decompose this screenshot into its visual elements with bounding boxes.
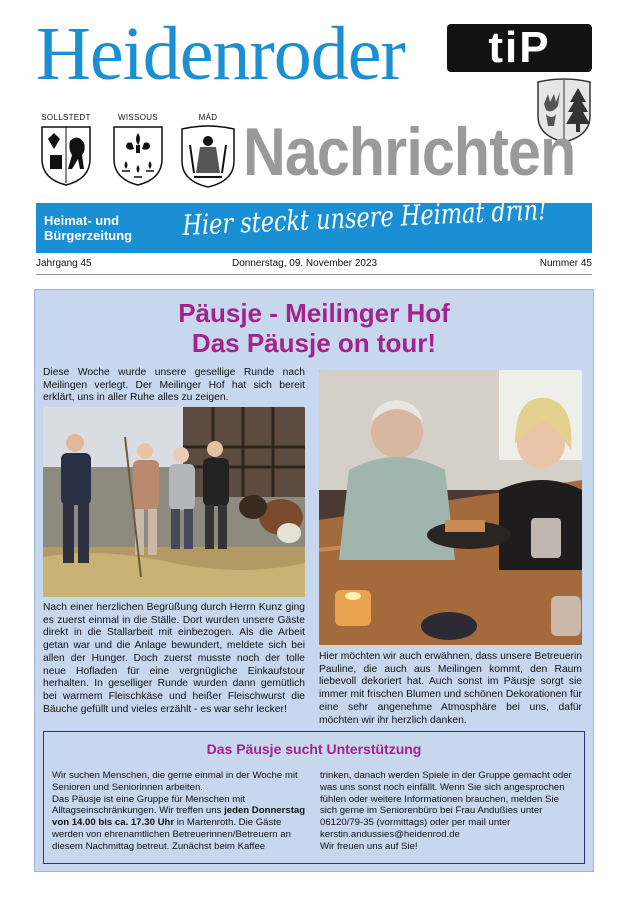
article-headline [35, 298, 593, 358]
tip-logo: tiP [447, 24, 592, 72]
saint-crest-icon [180, 125, 236, 189]
support-box [43, 731, 585, 864]
support-right-p2: Wir freuen uns auf Sie! [320, 840, 418, 852]
support-left-column [52, 770, 307, 853]
crest-wissous [108, 113, 168, 187]
issue-volume: Jahrgang 45 [36, 258, 92, 269]
crest-sollstedt [36, 113, 96, 187]
headline-line-1: Päusje - Meilinger Hof [178, 298, 450, 328]
support-meeting-time: jeden Donnerstag von 14.00 bis ca. 17.30 Uhr [52, 805, 306, 829]
bear-crest-icon [40, 125, 92, 187]
article-left-body: Nach einer herzlichen Begrüßung durch Herrn Kunz ging es zuerst einmal in die Ställe. Dort wurden unsere Gäste direkt in die Stallarbeit mit einbezogen. Als die Arbeit getan war und die Anlage bewundert, meldete sich bei allen der Hunger. Doch zuerst musste noch der tolle neue Hofladen für eine vergnügliche Einkaufstour herhalten. In geselliger Runde wurden dann gemütlich bei warmem Fleischkäse und heißer Fleischwurst die Bäuche gefüllt und vieles erzählt - es war sehr lecker! [43, 602, 305, 715]
senior-photo [319, 370, 582, 645]
fleur-de-lis-crest-icon [112, 125, 164, 187]
masthead-nachrichten: Nachrichten [243, 114, 576, 190]
article-intro: Diese Woche wurde unsere gesellige Runde nach Meilingen verlegt. Der Meilinger Hof hat sich bereit erklärt, uns in aller Ruhe alles zu zeigen. [43, 367, 305, 404]
band-line-1: Heimat- und [44, 213, 120, 228]
issue-number: Nummer 45 [539, 258, 592, 269]
band-line-2: Bürgerzeitung [44, 228, 133, 243]
support-title: Das Päusje sucht Unterstützung [206, 741, 422, 757]
support-text: Das Päusje ist eine Gruppe für Menschen mit Alltagseinschränkungen. Wir treffen uns [52, 793, 246, 817]
support-left-p1: Wir suchen Menschen, die gerne einmal in der Woche mit Senioren und Seniorinnen arbeiten. [52, 770, 298, 793]
masthead-slogan: Hier steckt unsere Heimat drin! [182, 193, 548, 242]
masthead-title: Heidenroder [36, 12, 405, 96]
crest-label: SOLLSTEDT [41, 113, 91, 122]
masthead-band [36, 193, 592, 253]
article-right-body: Hier möchten wir auch erwähnen, dass unsere Betreuerin Pauline, die auch aus Meilingen kommt, den Raum liebevoll dekoriert hat. Auch sonst im Päusje sorgt sie immer mit frischen Blumen und schönen Dekorationen für eine sehr angenehme Atmosphäre bei uns, dafür möchten wir ihr herzlich danken. [319, 651, 582, 726]
barn-photo [43, 407, 305, 597]
support-right-p1: trinken, danach werden Spiele in der Gruppe gemacht oder was uns sonst noch einfällt. Wenn Sie sich angesprochen fühlen oder weitere Informationen brauchen, melden Sie sich gerne im Seniorenbüro bei Frau Andußies unter 06120/79-35 (vormittags) oder per mail unter kerstin.andussies@heidenrod.de [320, 770, 572, 840]
support-text: in Martenroth. Die Gäste werden von ehrenamtlichen Betreuerinnen/Betreuern an diesem Nachmittag betreut. Zunächst beim Kaffee [52, 817, 291, 852]
headline-line-2: Das Päusje on tour! [191, 328, 437, 358]
support-right-column [320, 770, 578, 853]
article-panel [34, 289, 594, 872]
crest-label: WISSOUS [118, 113, 158, 122]
header-divider [36, 274, 592, 275]
crest-label: MÁD [198, 113, 218, 122]
crest-mad [178, 113, 238, 189]
band-subtitle [44, 213, 132, 243]
issue-date: Donnerstag, 09. November 2023 [232, 258, 378, 269]
support-left-p2 [52, 794, 307, 853]
